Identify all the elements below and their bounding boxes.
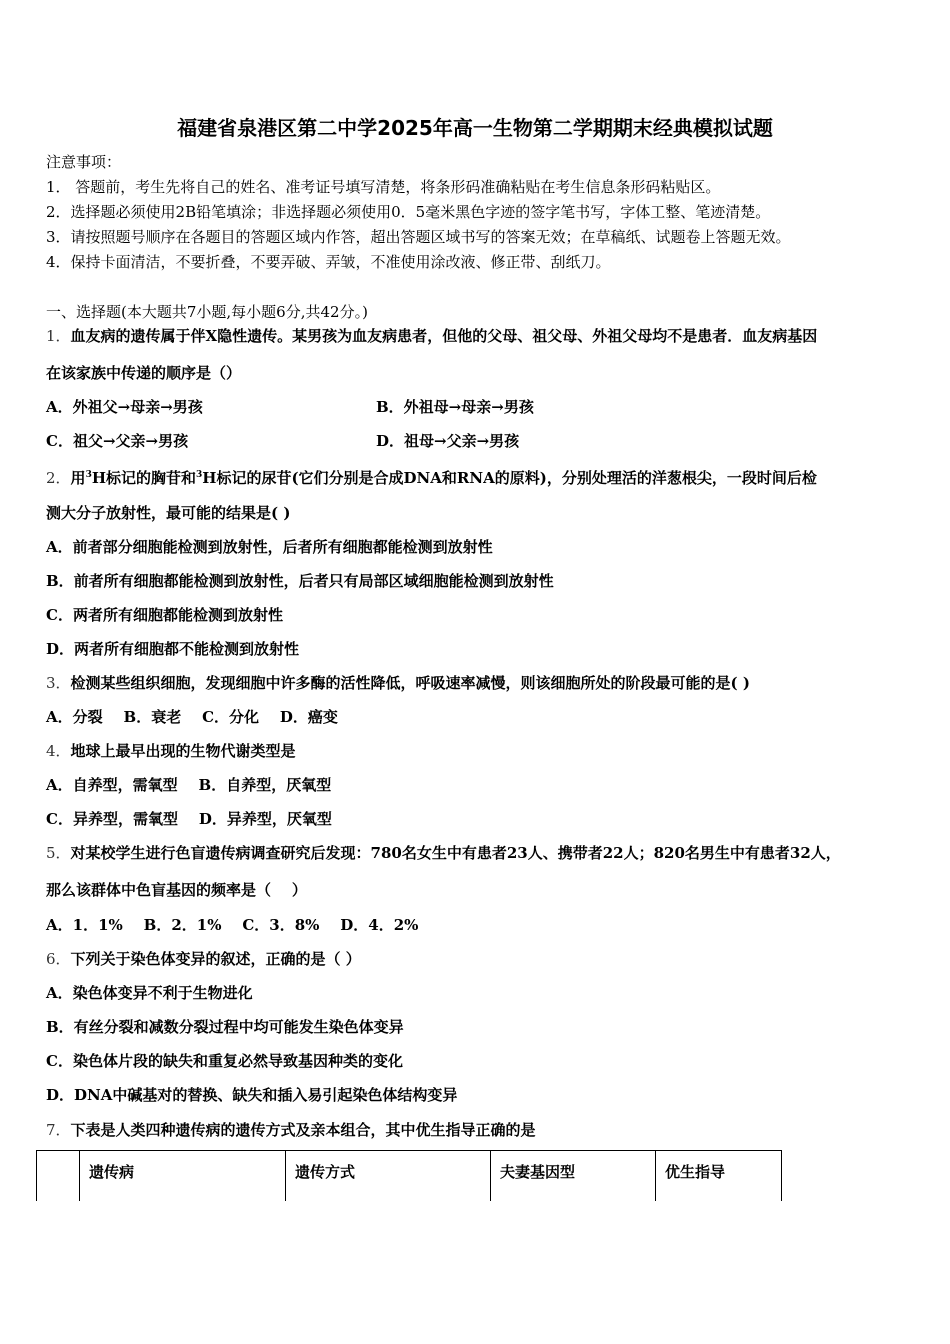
- option-a: A．外祖父→母亲→男孩: [46, 398, 203, 416]
- notice-item: 4．保持卡面清洁，不要折叠，不要弄破、弄皱，不准使用涂改液、修正带、刮纸刀。: [46, 253, 611, 271]
- option-a: A．前者部分细胞能检测到放射性，后者所有细胞都能检测到放射性: [46, 538, 493, 556]
- page-title: 福建省泉港区第二中学2025年高一生物第二学期期末经典模拟试题: [177, 116, 773, 140]
- question-number: 1．: [46, 327, 71, 345]
- option-b: B．前者所有细胞都能检测到放射性，后者只有局部区域细胞能检测到放射性: [46, 572, 554, 590]
- question-6: [46, 949, 361, 969]
- option-b: B．外祖母→母亲→男孩: [376, 398, 534, 416]
- table-header-row: [37, 1151, 782, 1201]
- genetics-table: [36, 1150, 782, 1201]
- question-5: [46, 843, 841, 863]
- option-d: D．祖母→父亲→男孩: [376, 432, 520, 450]
- option-c: C．祖父→父亲→男孩: [46, 432, 189, 450]
- table-header-cell: 遗传病: [80, 1151, 286, 1201]
- question-number: 6．: [46, 950, 71, 968]
- table-header-cell: 优生指导: [656, 1151, 782, 1201]
- notice-item: 1． 答题前，考生先将自己的姓名、准考证号填写清楚，将条形码准确粘贴在考生信息条形码粘贴区。: [46, 178, 721, 196]
- question-text: H标记的尿苷(它们分别是合成DNA和RNA的原料)，分别处理活的洋葱根尖，一段时间后检: [202, 469, 817, 487]
- table-header-cell: 遗传方式: [286, 1151, 491, 1201]
- question-1: [46, 326, 817, 346]
- table-header-cell: [37, 1151, 80, 1201]
- question-number: 4．: [46, 742, 71, 760]
- option-c: C．两者所有细胞都能检测到放射性: [46, 606, 283, 624]
- question-3: [46, 673, 750, 693]
- question-number: 2．: [46, 469, 71, 487]
- option-d: D．DNA中碱基对的替换、缺失和插入易引起染色体结构变异: [46, 1086, 458, 1104]
- question-4-options-row2: C．异养型，需氧型 D．异养型，厌氧型: [46, 810, 332, 828]
- question-text: 对某校学生进行色盲遗传病调查研究后发现：780名女生中有患者23人、携带者22人；820名男生中有患者32人，: [70, 844, 841, 862]
- question-5-options: A．1．1% B．2．1% C．3．8% D．4．2%: [46, 916, 419, 934]
- question-text: 血友病的遗传属于伴X隐性遗传。某男孩为血友病患者，但他的父母、祖父母、外祖父母均不是患者．血友病基因: [70, 327, 818, 345]
- question-text: 下表是人类四种遗传病的遗传方式及亲本组合，其中优生指导正确的是: [70, 1121, 536, 1139]
- question-text: 地球上最早出现的生物代谢类型是: [70, 742, 296, 760]
- option-b: B．有丝分裂和减数分裂过程中均可能发生染色体变异: [46, 1018, 404, 1036]
- option-c: C．染色体片段的缺失和重复必然导致基因种类的变化: [46, 1052, 403, 1070]
- question-2: [46, 465, 817, 488]
- question-number: 7．: [46, 1121, 71, 1139]
- option-a: A．染色体变异不利于生物进化: [46, 984, 253, 1002]
- notice-item: 3．请按照题号顺序在各题目的答题区域内作答，超出答题区域书写的答案无效；在草稿纸、试题卷上答题无效。: [46, 228, 791, 246]
- option-d: D．两者所有细胞都不能检测到放射性: [46, 640, 300, 658]
- question-3-options: A．分裂 B．衰老 C．分化 D．癌变: [46, 708, 338, 726]
- notice-heading: 注意事项：: [46, 153, 122, 171]
- question-number: 3．: [46, 674, 71, 692]
- superscript: 3: [196, 470, 203, 480]
- question-2-line2: 测大分子放射性，最可能的结果是( ): [46, 504, 291, 522]
- question-1-line2: 在该家族中传递的顺序是（）: [46, 364, 242, 382]
- section-heading: 一、选择题(本大题共7小题,每小题6分,共42分。): [46, 303, 368, 321]
- question-4: [46, 741, 296, 761]
- question-text: H标记的胸苷和: [91, 469, 197, 487]
- question-text: 检测某些组织细胞，发现细胞中许多酶的活性降低，呼吸速率减慢，则该细胞所处的阶段最可能的是( ): [70, 674, 750, 692]
- question-4-options-row1: A．自养型，需氧型 B．自养型，厌氧型: [46, 776, 332, 794]
- question-text: 用: [70, 469, 86, 487]
- question-7: [46, 1120, 536, 1140]
- question-5-line2: 那么该群体中色盲基因的频率是（ ）: [46, 881, 307, 899]
- table-header-cell: 夫妻基因型: [491, 1151, 656, 1201]
- superscript: 3: [85, 470, 92, 480]
- notice-item: 2．选择题必须使用2B铅笔填涂；非选择题必须使用0．5毫米黑色字迹的签字笔书写，字体工整、笔迹清楚。: [46, 203, 771, 221]
- question-number: 5．: [46, 844, 71, 862]
- question-text: 下列关于染色体变异的叙述，正确的是（ ）: [70, 950, 361, 968]
